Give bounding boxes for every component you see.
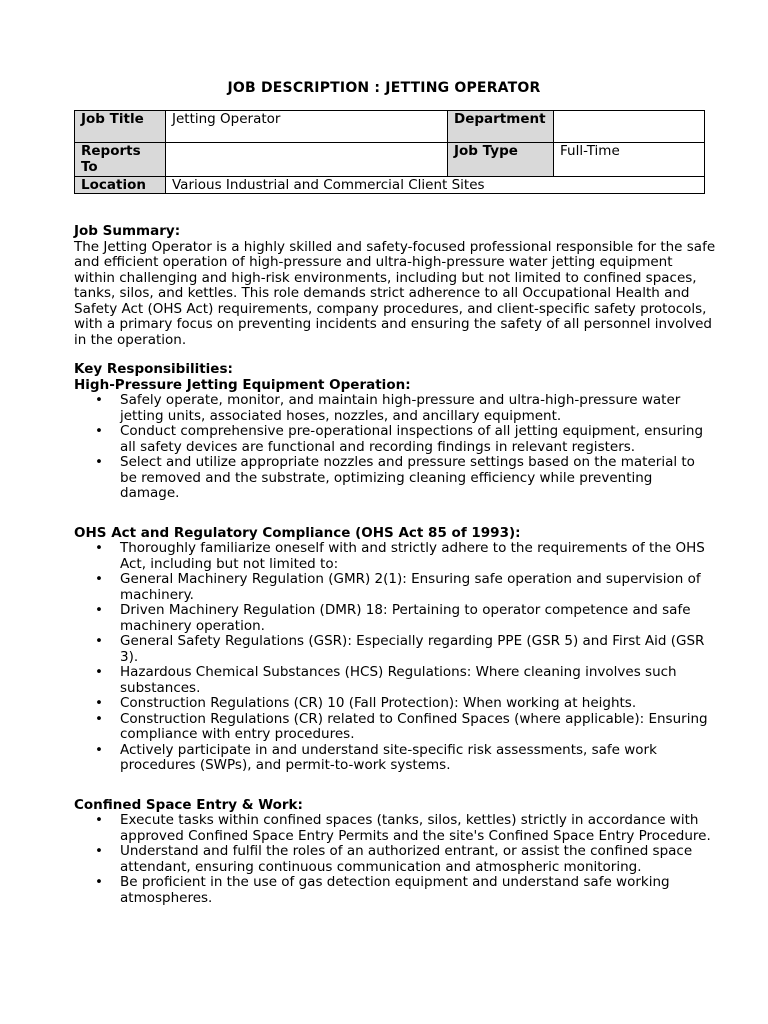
key-responsibilities-heading: Key Responsibilities: [74, 361, 233, 377]
bullet-icon: • [95, 633, 103, 649]
bullet-icon: • [95, 602, 103, 618]
bullet-icon: • [95, 695, 103, 711]
bullet-icon: • [95, 874, 103, 890]
confined-space-list [74, 813, 716, 906]
ohs-compliance-list [74, 541, 716, 774]
job-type-label: Job Type [448, 143, 554, 177]
job-summary-text: The Jetting Operator is a highly skilled and safety-focused professional responsible for the safe and efficient operation of high-pressure and ultra-high-pressure water jetting equipment within challenging and high-risk environments, including but not limited to confined spaces, tanks, silos, and kettles. This role demands strict adherence to all Occupational Health and Safety Act (OHS Act) requirements, company procedures, and client-specific safety protocols, with a primary focus on preventing incidents and ensuring the safety of all personnel involved in the operation. [74, 238, 716, 348]
department-label: Department [448, 111, 554, 143]
reports-to-label: Reports To [75, 143, 166, 177]
bullet-icon: • [95, 741, 103, 758]
department-value [554, 111, 705, 143]
bullet-icon: • [95, 843, 103, 859]
list-item: • Execute tasks within confined spaces (tanks, silos, kettles) strictly in accordance with approved Confined Space Entry Permits and the site's Confined Space Entry Procedure. [95, 812, 711, 844]
reports-to-value [166, 143, 448, 177]
bullet-icon: • [95, 710, 103, 727]
job-title-label: Job Title [75, 111, 166, 143]
list-item: • Actively participate in and understand site-specific risk assessments, safe work procedures (SWPs), and permit-to-work systems. [95, 741, 657, 773]
list-item: • General Machinery Regulation (GMR) 2(1): Ensuring safe operation and supervision of machinery. [95, 571, 701, 603]
section-heading-jetting-operation: High-Pressure Jetting Equipment Operation: [74, 376, 411, 393]
bullet-icon: • [95, 392, 103, 408]
document-body [74, 224, 716, 906]
table-row [75, 111, 705, 143]
page-title: JOB DESCRIPTION : JETTING OPERATOR [227, 80, 541, 96]
section-heading-ohs-compliance: OHS Act and Regulatory Compliance (OHS Act 85 of 1993): [74, 524, 521, 541]
list-item: • Conduct comprehensive pre-operational inspections of all jetting equipment, ensuring all safety devices are functional and recording findings in relevant registers. [95, 423, 704, 455]
job-summary-heading: Job Summary: [74, 223, 181, 239]
bullet-icon: • [95, 571, 103, 587]
table-row [75, 143, 705, 177]
list-item: • Safely operate, monitor, and maintain high-pressure and ultra-high-pressure water jetting units, associated hoses, nozzles, and ancillary equipment. [95, 392, 681, 424]
jetting-operation-list [74, 393, 716, 502]
location-label: Location [75, 177, 166, 194]
job-details-table [74, 110, 705, 194]
list-item: • Hazardous Chemical Substances (HCS) Regulations: Where cleaning involves such substances. [95, 664, 677, 696]
bullet-icon: • [95, 812, 103, 828]
section-heading-confined-space: Confined Space Entry & Work: [74, 796, 303, 813]
list-item: • Understand and fulfil the roles of an authorized entrant, or assist the confined space attendant, ensuring continuous communication and atmospheric monitoring. [95, 843, 693, 875]
job-title-value: Jetting Operator [166, 111, 448, 143]
bullet-icon: • [95, 540, 103, 556]
bullet-icon: • [95, 664, 103, 680]
list-item: • Thoroughly familiarize oneself with and strictly adhere to the requirements of the OHS Act, including but not limited to: [95, 540, 705, 572]
bullet-icon: • [95, 423, 103, 439]
job-type-value: Full-Time [554, 143, 705, 177]
list-item: • Construction Regulations (CR) 10 (Fall Protection): When working at heights. [95, 695, 637, 711]
list-item: • Construction Regulations (CR) related to Confined Spaces (where applicable): Ensuring compliance with entry procedures. [95, 710, 708, 742]
bullet-icon: • [95, 454, 103, 470]
table-row [75, 177, 705, 194]
list-item: • Be proficient in the use of gas detection equipment and understand safe working atmospheres. [95, 874, 670, 906]
list-item: • Select and utilize appropriate nozzles and pressure settings based on the material to be removed and the substrate, optimizing cleaning efficiency while preventing damage. [95, 454, 695, 501]
list-item: • Driven Machinery Regulation (DMR) 18: Pertaining to operator competence and safe machinery operation. [95, 602, 691, 634]
location-value: Various Industrial and Commercial Client Sites [166, 177, 705, 194]
list-item: • General Safety Regulations (GSR): Especially regarding PPE (GSR 5) and First Aid (GSR 3). [95, 633, 705, 665]
